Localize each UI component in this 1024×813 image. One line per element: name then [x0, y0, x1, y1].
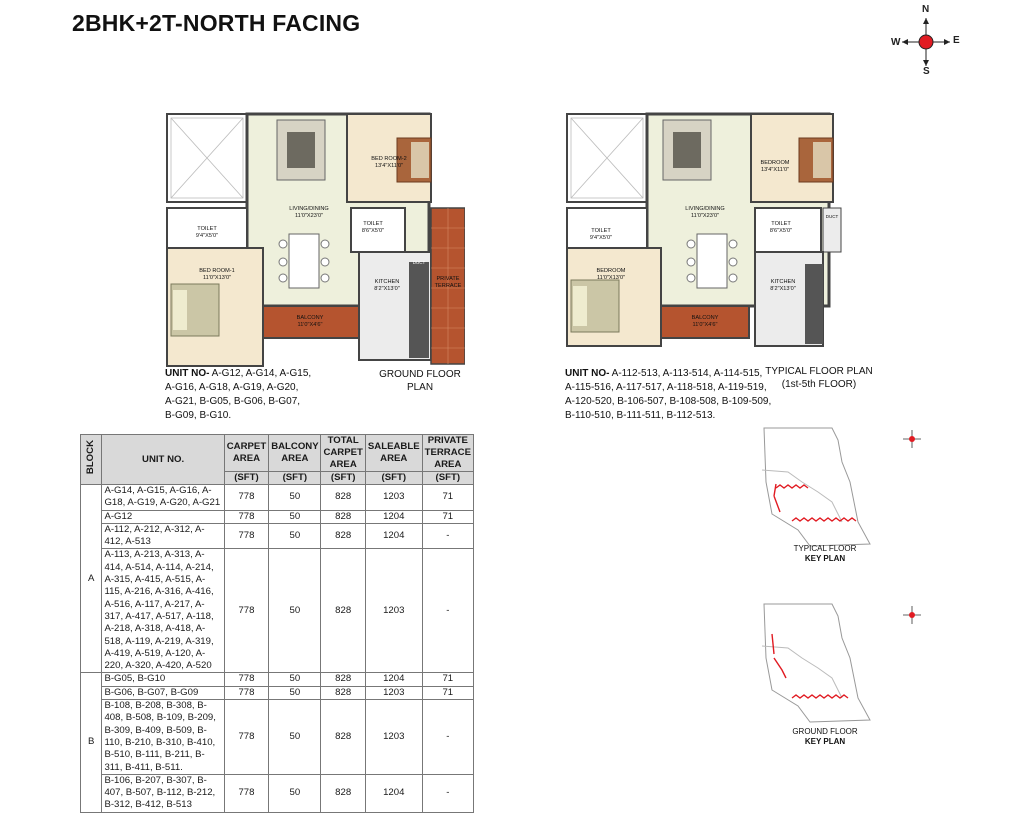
header-terrace: PRIVATE TERRACE AREA: [422, 435, 473, 472]
row-unit: B-G05, B-G10: [102, 673, 224, 686]
label-kitchen: KITCHEN: [770, 279, 796, 285]
label-kitchen: KITCHEN: [374, 279, 400, 285]
compass-w: W: [891, 37, 901, 48]
ground-key-label-1: GROUND FLOOR: [792, 727, 858, 736]
ground-unit-line-0: A-G12, A-G14, A-G15,: [209, 368, 312, 379]
row-saleable: 1203: [365, 686, 422, 699]
label-toilet-b: TOILET: [771, 221, 791, 227]
table-row: [81, 686, 474, 699]
row-total: 828: [321, 774, 365, 812]
label-toilet-a-dim: 9'4"X5'0": [195, 233, 219, 239]
row-terrace: 71: [422, 673, 473, 686]
typical-key-label-2: KEY PLAN: [804, 554, 846, 563]
block-a: A: [81, 485, 102, 673]
row-carpet: 778: [224, 774, 268, 812]
row-saleable: 1204: [365, 510, 422, 523]
row-total: 828: [321, 510, 365, 523]
label-bed2: BED ROOM-2: [371, 156, 407, 162]
label-living-dim: 11'0"X23'0": [690, 213, 720, 219]
table-header-row: [81, 435, 474, 472]
label-bed2: BEDROOM: [760, 160, 790, 166]
unit-terrace: (SFT): [422, 472, 473, 485]
row-saleable: 1203: [365, 485, 422, 511]
unit-balcony: (SFT): [269, 472, 321, 485]
row-unit: B-G06, B-G07, B-G09: [102, 686, 224, 699]
label-bed1-dim: 11'0"X13'0": [202, 275, 232, 281]
row-balcony: 50: [269, 686, 321, 699]
label-toilet-a: TOILET: [197, 226, 217, 232]
ground-unit-line-2: A-G21, B-G05, B-G06, B-G07,: [165, 396, 301, 407]
label-toilet-b-dim: 8'6"X5'0": [769, 228, 793, 234]
label-balcony-dim: 11'0"X4'6": [297, 322, 323, 328]
unit-carpet: (SFT): [224, 472, 268, 485]
typical-unit-line-1: A-115-516, A-117-517, A-118-518, A-119-519,: [565, 382, 767, 393]
typical-unit-caption: [565, 367, 775, 423]
row-terrace: -: [422, 700, 473, 775]
row-unit: A-G14, A-G15, A-G16, A-G18, A-G19, A-G20, A-G21: [102, 485, 224, 511]
row-balcony: 50: [269, 700, 321, 775]
row-carpet: 778: [224, 673, 268, 686]
row-total: 828: [321, 673, 365, 686]
label-toilet-b: TOILET: [363, 221, 383, 227]
row-terrace: 71: [422, 686, 473, 699]
typical-key-label-1: TYPICAL FLOOR: [793, 544, 857, 553]
row-terrace: -: [422, 523, 473, 549]
ground-floor-label: GROUND FLOOR PLAN: [379, 369, 461, 393]
row-terrace: -: [422, 774, 473, 812]
row-carpet: 778: [224, 549, 268, 673]
header-carpet: CARPET AREA: [224, 435, 268, 472]
ground-unit-line-3: B-G09, B-G10.: [165, 410, 232, 421]
table-row: [81, 523, 474, 549]
header-unit-no: UNIT NO.: [102, 435, 224, 485]
compass-n: N: [922, 4, 930, 15]
header-total-carpet: TOTAL CARPET AREA: [321, 435, 365, 472]
header-saleable: SALEABLE AREA: [365, 435, 422, 472]
table-row: [81, 673, 474, 686]
area-table: [80, 434, 474, 813]
typical-floor-label-2: (1st-5th FLOOR): [781, 379, 857, 390]
row-saleable: 1204: [365, 673, 422, 686]
row-saleable: 1203: [365, 700, 422, 775]
label-balcony: BALCONY: [296, 315, 324, 321]
typical-unit-line-3: B-110-510, B-111-511, B-112-513.: [565, 410, 716, 421]
ground-unit-caption: [165, 367, 365, 423]
label-duct: DUCT: [825, 214, 839, 219]
typical-unit-line-2: A-120-520, B-106-507, B-108-508, B-109-509,: [565, 396, 772, 407]
row-unit: A-113, A-213, A-313, A-414, A-514, A-114, A-214, A-315, A-415, A-515, A-115, A-216, A-316, A-416, A-516, A-117, A-217, A-317, A-417, A-517, A-118, A-218, A-318, A-418, A-518, A-119, A-219, A-319, A-419, A-519, A-120, A-220, A-320, A-420, A-520: [102, 549, 224, 673]
label-living: LIVING/DINING: [289, 206, 329, 212]
typical-unit-label: UNIT NO-: [565, 368, 610, 379]
row-carpet: 778: [224, 700, 268, 775]
row-balcony: 50: [269, 523, 321, 549]
label-bed1: BEDROOM: [596, 268, 626, 274]
row-carpet: 778: [224, 510, 268, 523]
typical-key-plan: [758, 422, 938, 552]
row-unit: A-G12: [102, 510, 224, 523]
label-balcony: BALCONY: [691, 315, 719, 321]
page-title: 2BHK+2T-NORTH FACING: [72, 10, 361, 36]
ground-unit-line-1: A-G16, A-G18, A-G19, A-G20,: [165, 382, 299, 393]
ground-key-label: [770, 727, 880, 747]
row-total: 828: [321, 700, 365, 775]
compass-s: S: [923, 66, 930, 77]
typical-key-label: [770, 544, 880, 564]
key-compass-icon: [903, 430, 921, 448]
table-row: [81, 774, 474, 812]
header-block: BLOCK: [81, 435, 102, 485]
row-saleable: 1203: [365, 549, 422, 673]
label-bed1: BED ROOM-1: [199, 268, 235, 274]
row-unit: B-106, B-207, B-307, B-407, B-507, B-112, B-212, B-312, B-412, B-513: [102, 774, 224, 812]
label-bed2-dim: 13'4"X11'0": [760, 167, 790, 173]
label-living: LIVING/DINING: [685, 206, 725, 212]
typical-unit-line-0: A-112-513, A-113-514, A-114-515,: [609, 368, 763, 379]
label-balcony-dim: 11'0"X4'6": [692, 322, 718, 328]
label-terrace-1: PRIVATE: [436, 276, 460, 282]
compass-e: E: [953, 35, 960, 46]
table-row: [81, 510, 474, 523]
row-unit: A-112, A-212, A-312, A-412, A-513: [102, 523, 224, 549]
row-balcony: 50: [269, 485, 321, 511]
row-carpet: 778: [224, 485, 268, 511]
unit-total: (SFT): [321, 472, 365, 485]
label-toilet-a-dim: 9'4"X5'0": [589, 235, 613, 241]
row-balcony: 50: [269, 549, 321, 673]
row-balcony: 50: [269, 510, 321, 523]
table-row: [81, 700, 474, 775]
typical-floor-plan: [565, 112, 865, 348]
ground-unit-label: UNIT NO-: [165, 368, 210, 379]
label-kitchen-dim: 8'2"X13'0": [770, 286, 796, 292]
row-balcony: 50: [269, 774, 321, 812]
row-total: 828: [321, 686, 365, 699]
label-duct: DUCT: [412, 260, 426, 265]
row-balcony: 50: [269, 673, 321, 686]
block-b: B: [81, 673, 102, 812]
label-kitchen-dim: 8'2"X13'0": [374, 286, 400, 292]
row-saleable: 1204: [365, 774, 422, 812]
typical-floor-label: [764, 365, 874, 391]
row-carpet: 778: [224, 523, 268, 549]
table-row: [81, 485, 474, 511]
row-terrace: 71: [422, 510, 473, 523]
compass: [888, 4, 968, 78]
row-carpet: 778: [224, 686, 268, 699]
row-unit: B-108, B-208, B-308, B-408, B-508, B-109, B-209, B-309, B-409, B-509, B-110, B-210, B-310, B-410, B-510, B-111, B-211, B-311, B-411, B-511.: [102, 700, 224, 775]
label-toilet-b-dim: 8'6"X5'0": [361, 228, 385, 234]
ground-floor-plan: [165, 112, 465, 368]
header-balcony: BALCONY AREA: [269, 435, 321, 472]
label-toilet-a: TOILET: [591, 228, 611, 234]
key-compass-icon-2: [903, 606, 921, 624]
table-row: [81, 549, 474, 673]
label-bed2-dim: 13'4"X11'0": [374, 163, 404, 169]
label-bed1-dim: 11'0"X13'0": [596, 275, 626, 281]
typical-floor-label-1: TYPICAL FLOOR PLAN: [765, 366, 873, 377]
row-terrace: -: [422, 549, 473, 673]
row-saleable: 1204: [365, 523, 422, 549]
label-terrace-2: TERRACE: [434, 283, 462, 289]
row-total: 828: [321, 523, 365, 549]
ground-key-plan: [758, 598, 938, 728]
row-total: 828: [321, 485, 365, 511]
label-living-dim: 11'0"X23'0": [294, 213, 324, 219]
unit-saleable: (SFT): [365, 472, 422, 485]
row-terrace: 71: [422, 485, 473, 511]
ground-key-label-2: KEY PLAN: [804, 737, 846, 746]
row-total: 828: [321, 549, 365, 673]
